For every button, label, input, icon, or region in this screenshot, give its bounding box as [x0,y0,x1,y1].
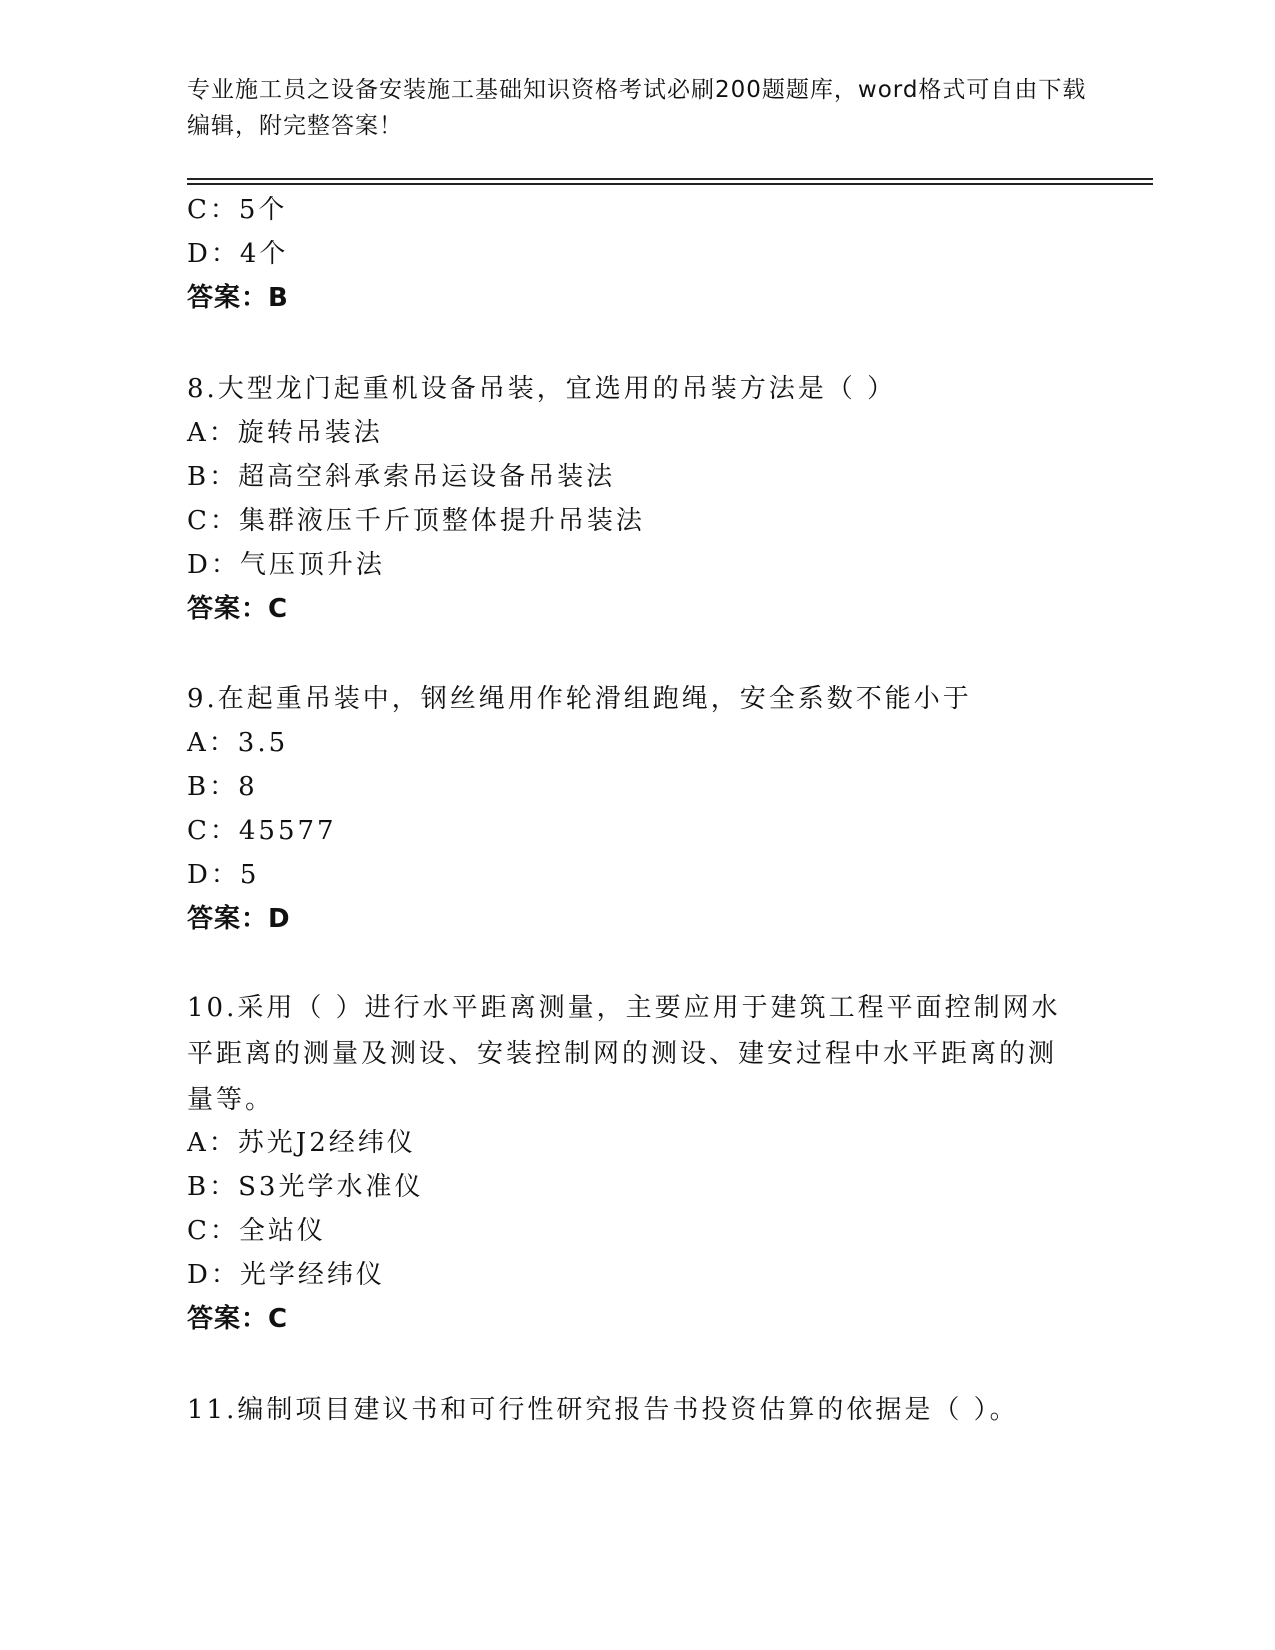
q9-answer: 答案：D [187,904,291,934]
q8-option-a: A：旋转吊装法 [187,418,383,448]
header-divider-top [187,178,1153,180]
q8-question: 8.大型龙门起重机设备吊装，宜选用的吊装方法是（ ） [187,374,897,404]
q9-option-a: A：3.5 [187,728,289,758]
q8-option-c: C：集群液压千斤顶整体提升吊装法 [187,506,645,536]
q7-answer: 答案：B [187,283,289,313]
q9-option-d: D：5 [187,860,260,890]
q8-option-b: B：超高空斜承索吊运设备吊装法 [187,462,616,492]
q9-option-b: B：8 [187,772,258,802]
q11-question: 11.编制项目建议书和可行性研究报告书投资估算的依据是（ ）。 [187,1395,1019,1425]
q10-option-c: C：全站仪 [187,1216,326,1246]
q10-option-d: D：光学经纬仪 [187,1260,385,1290]
q7-option-d: D：4个 [187,239,289,269]
page-header: 专业施工员之设备安装施工基础知识资格考试必刷200题题库，word格式可自由下载编辑，附完整答案！ [187,77,1087,139]
q8-answer: 答案：C [187,594,289,624]
q9-option-c: C：45577 [187,816,337,846]
q9-question: 9.在起重吊装中，钢丝绳用作轮滑组跑绳，安全系数不能小于 [187,684,972,714]
q10-option-b: B：S3光学水准仪 [187,1172,424,1202]
header-divider-bottom [187,183,1153,185]
q10-question: 10.采用（ ）进行水平距离测量，主要应用于建筑工程平面控制网水平距离的测量及测设、安装控制网的测设、建安过程中水平距离的测量等。 [187,993,1061,1115]
q7-option-c: C：5个 [187,195,288,225]
q10-option-a: A：苏光J2经纬仪 [187,1128,416,1158]
q10-answer: 答案：C [187,1304,289,1334]
q8-option-d: D：气压顶升法 [187,550,385,580]
